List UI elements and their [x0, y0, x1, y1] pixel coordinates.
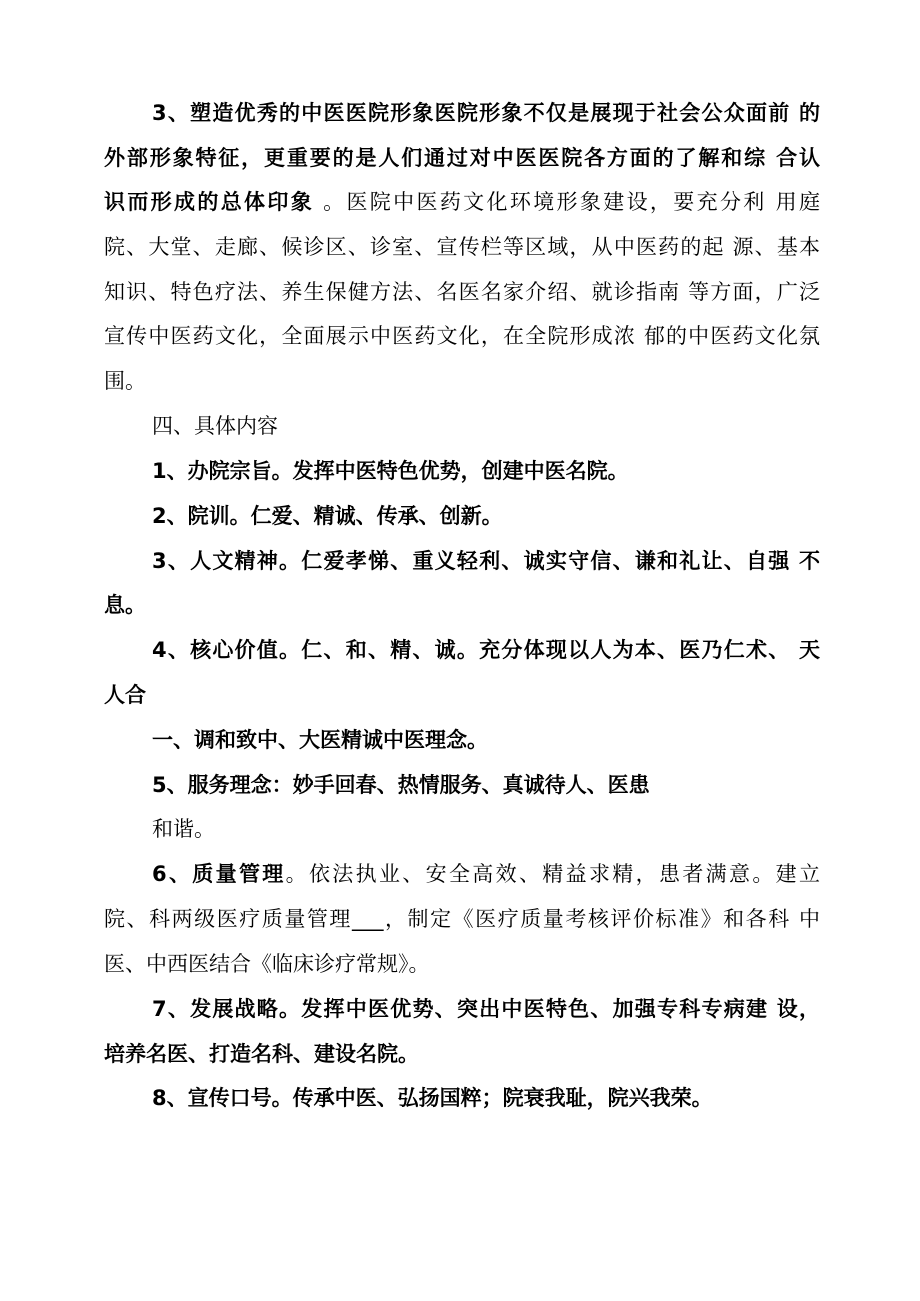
item-2-motto: 2、院训。仁爱、精诚、传承、创新。 [152, 504, 503, 528]
paragraph-3-line-7: 围。 [104, 369, 146, 393]
item-7-line-2: 培养名医、打造名科、建设名院。 [104, 1042, 419, 1066]
paragraph-3-line-1: 3、塑造优秀的中医医院形象医院形象不仅是展现于社会公众面前 的 [152, 101, 820, 125]
item-5-line-1: 5、服务理念：妙手回春、热情服务、真诚待人、医患 [152, 773, 650, 797]
item-6-line-1-rest: 。依法执业、安全高效、精益求精，患者满意。建立 [285, 862, 820, 886]
paragraph-3-bold-phrase: 识而形成的总体印象 [104, 190, 315, 214]
item-4-line-1: 4、核心价值。仁、和、精、诚。充分体现以人为本、医乃仁术、 天 [152, 638, 820, 662]
item-3-line-2: 息。 [104, 593, 146, 617]
item-6-line-1 [152, 859, 820, 889]
item-6-bold-label: 6、质量管理 [152, 862, 286, 886]
paragraph-3-line-5: 知识、特色疗法、养生保健方法、名医名家介绍、就诊指南 等方面，广泛 [104, 280, 820, 304]
item-5-line-2: 和谐。 [152, 817, 215, 841]
item-4-line-2: 人合 [104, 683, 146, 707]
item-8-slogan: 8、宣传口号。传承中医、弘扬国粹；院衰我耻，院兴我荣。 [152, 1086, 713, 1110]
paragraph-3-line-6: 宣传中医药文化，全面展示中医药文化，在全院形成浓 郁的中医药文化氛 [104, 324, 820, 348]
item-7-line-1: 7、发展战略。发挥中医优势、突出中医特色、加强专科专病建 设， [152, 997, 820, 1021]
item-6-line-2: 院、科两级医疗质量管理___，制定《医疗质量考核评价标准》和各科 中 [104, 907, 820, 931]
item-1-purpose: 1、办院宗旨。发挥中医特色优势，创建中医名院。 [152, 459, 629, 483]
section-heading: 四、具体内容 [152, 414, 278, 438]
paragraph-3-line-3 [104, 187, 820, 217]
item-3-line-1: 3、人文精神。仁爱孝悌、重义轻利、诚实守信、谦和礼让、自强 不 [152, 549, 820, 573]
paragraph-3-line-3-rest: 。医院中医药文化环境形象建设，要充分利 用庭 [314, 190, 820, 214]
paragraph-3-line-2: 外部形象特征，更重要的是人们通过对中医医院各方面的了解和综 合认 [104, 146, 820, 170]
paragraph-3-line-4: 院、大堂、走廊、候诊区、诊室、宣传栏等区域，从中医药的起 源、基本 [104, 235, 820, 259]
sub-line-concept: 一、调和致中、大医精诚中医理念。 [152, 728, 488, 752]
item-6-line-3: 医、中西医结合《临床诊疗常规》。 [104, 952, 430, 976]
